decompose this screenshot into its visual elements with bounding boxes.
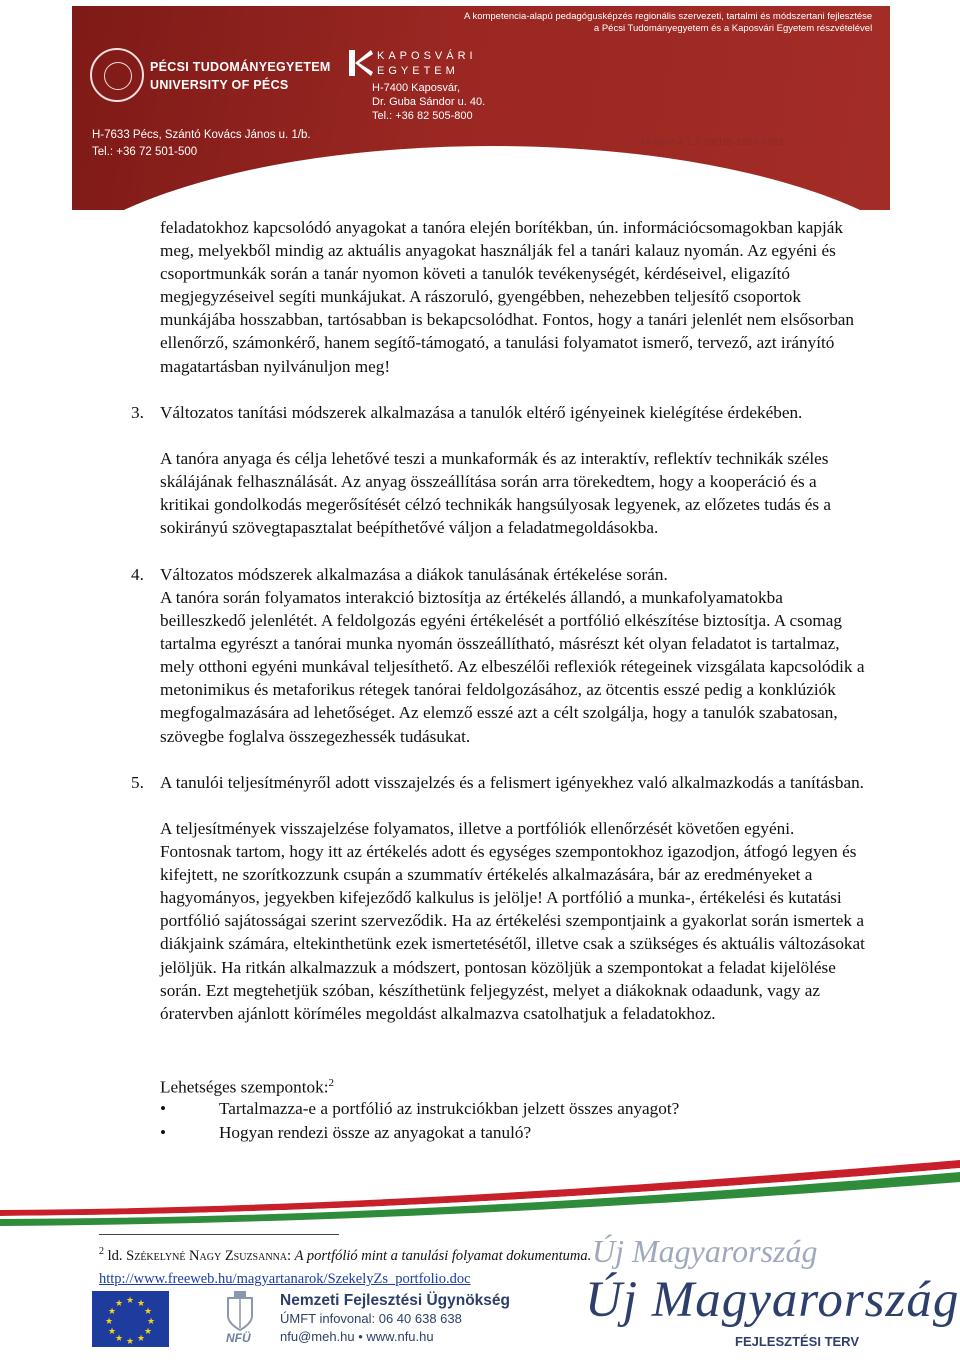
bullet-icon: • [160, 1099, 167, 1118]
nfu-abbreviation: NFÜ [226, 1331, 251, 1345]
item-4-number: 4. [131, 565, 144, 584]
item-5-text: A teljesítmények visszajelzése folyamatos, illetve a portfóliók ellenőrzését követően egyéni. Fontosnak tartom, hogy itt az értékelés adott és egységes szempontokhoz igazodjon, átfogó legyen és kifejtett, ne szorítkozzunk csupán a szummatív értékelés alkalmazására, bár az eredményeket a hagyományos, jegyekben kifejeződő kalkulus is jelölje! A portfólió a munka-, értékelési és kutatási portfólió sajátosságai szerint szerveződik. Ha az értékelési szempontjaink a gyakorlat során ismertek a diákjaink számára, eltekinthetünk ezek ismertetésétől, illetve csak a szükséges és aktuális változásokat jelöljük. Ha ritkán alkalmazzuk a módszert, pontosan közöljük a szempontokat a feladat kijelölése során. Ezt megtehetjük szóban, készíthetünk feljegyzést, melyet a diákoknak odaadunk, vagy az óratervben ajánlott köríméles megoldást alkalmazva csatolhatjuk a feladatokhoz. [160, 819, 865, 1023]
kaposvar-address: H-7400 Kaposvár, Dr. Guba Sándor u. 40. Tel.: +36 82 505-800 [372, 82, 486, 122]
footnote-author: Székelyné Nagy Zsuzsanna: [126, 1247, 292, 1264]
footnote-url-link[interactable]: http://www.freeweb.hu/magyartanarok/SzekelyZs_portfolio.doc [99, 1270, 471, 1287]
bullet-item: Hogyan rendezi össze az anyagokat a tanuló? [219, 1123, 532, 1142]
uj-magyarorszag-logo: Új Magyarország [585, 1272, 960, 1328]
university-address: H-7633 Pécs, Szántó Kovács János u. 1/b. Tel.: +36 72 501-500 [92, 129, 311, 158]
bullet-icon: • [160, 1123, 167, 1142]
footnote-divider [99, 1234, 339, 1235]
university-name: PÉCSI TUDOMÁNYEGYETEM UNIVERSITY OF PÉCS [150, 60, 331, 92]
agency-contact: nfu@meh.hu • www.nfu.hu [280, 1329, 434, 1344]
item-4-text: A tanóra során folyamatos interakció biztosítja az értékelés állandó, a munkafolyamatokba beilleszkedő jelenlétét. A feldolgozás egyéni értékelését a portfólió elkészítése biztosítja. A csomag tartalma egyrészt a tanórai munka nyomán összeállítható, másrészt két olyan feladatot is tartalmaz, mely otthoni egyéni munkával teljesíthető. Az elbeszélői reflexiók rétegeinek vizsgálata kapcsolódik a metonimikus és metaforikus rétegek tanórai feldolgozásához, az ötcentis esszé pedig a konklúziók megfogalmazására ad lehetőséget. Az elemző esszé azt a célt szolgálja, hogy a tanulók szabatosan, szövegbe foglalva összegezhessék tudásukat. [160, 588, 865, 746]
item-4-heading: Változatos módszerek alkalmazása a diákok tanulásának értékelése során. [160, 565, 668, 584]
university-seal-icon [90, 48, 144, 102]
item-5-heading: A tanulói teljesítményről adott visszajelzés és a felismert igényekhez való alkalmazkodás a tanításban. [160, 773, 864, 792]
footnote-reference[interactable]: 2 [328, 1077, 334, 1089]
item-5-number: 5. [131, 773, 144, 792]
project-code: TÁMOP-4.1.2-08/1/B-2009-0003 [640, 137, 785, 147]
eu-flag-icon: ★ ★ ★ ★ ★ ★ ★ ★ ★ ★ ★ ★ [92, 1291, 169, 1347]
footnote-number: 2 [99, 1246, 104, 1257]
intro-paragraph: feladatokhoz kapcsolódó anyagokat a tanóra elején borítékban, ún. információcsomagokban kapják meg, melyekből mindig az aktuális anyagokat használják fel a tanári kalauz nyomán. Az egyéni és csoportmunkák során a tanár nyomon követi a tanulók tevékenységét, kérdéseivel, eligazító megjegyzéseivel segíti munkájukat. A rászoruló, gyengébben, nehezebben teljesítő csoportok munkájába hosszabban, tartósabban is bekapcsolódhat. Fontos, hogy a tanári jelenlét nem elsősorban ellenőrző, számonkérő, hanem segítő-támogató, a tanulási folyamatot ismerő, tervező, azt irányító magatartásban nyilvánuljon meg! [160, 218, 855, 376]
agency-name: Nemzeti Fejlesztési Ügynökség [280, 1292, 510, 1309]
item-3-text: A tanóra anyaga és célja lehetővé teszi a munkaformák és az interaktív, reflektív technikák széles skálájának felhasználását. Az anyag összeállítása során arra törekedtem, hogy a kooperáció és a kritikai gondolkodás megerősítését célzó technikák hangsúlyosak legyenek, az előzetes tudás és a sokirányú szövegtapasztalat beépíthetővé váljon a feladatmegoldásokba. [160, 449, 832, 538]
footer-flag-stripes [0, 1150, 960, 1230]
project-tagline: A kompetencia-alapú pedagógusképzés regionális szervezeti, tartalmi és módszertani fejlesztése a Pécsi Tudományegyetem és a Kaposvári Egyetem részvételével [464, 11, 873, 34]
agency-info [280, 1291, 510, 1346]
agency-infoline: ÚMFT infovonal: 06 40 638 638 [280, 1311, 462, 1326]
kaposvar-university-name: KAPOSVÁRI EGYETEM [377, 50, 477, 77]
faint-brand-watermark: Új Magyarország [592, 1233, 818, 1269]
criteria-label: Lehetséges szempontok:$^2$ [160, 1077, 334, 1097]
uj-magyarorszag-subtitle: FEJLESZTÉSI TERV [735, 1334, 860, 1349]
bullet-item: Tartalmazza-e a portfólió az instrukciókban jelzett összes anyagot? [219, 1099, 680, 1118]
kaposvar-logo-icon [349, 50, 373, 76]
item-3-heading: Változatos tanítási módszerek alkalmazása a tanulók eltérő igényeinek kielégítése érdekében. [160, 403, 803, 422]
footnote [99, 1240, 591, 1291]
header-banner [72, 6, 890, 210]
footnote-prefix: ld. [107, 1247, 123, 1264]
footnote-title: A portfólió mint a tanulási folyamat dokumentuma. [294, 1247, 592, 1264]
item-3-number: 3. [131, 403, 144, 422]
